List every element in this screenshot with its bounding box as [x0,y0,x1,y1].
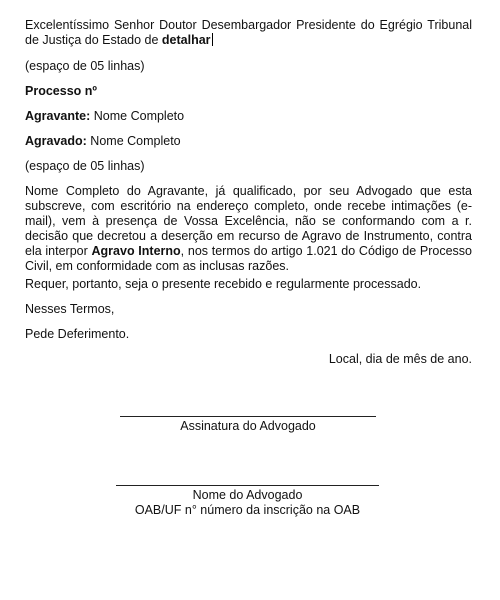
closing-request: Pede Deferimento. [25,327,130,341]
agravado-label: Agravado: [25,134,87,148]
agravado-value: Nome Completo [86,134,181,148]
body-paragraph: Nome Completo do Agravante, já qualificado, por seu Advogado que esta subscreve, com escritório na endereço completo, onde recebe intimações (e-mail), vem à presença de Vossa Excelência, não se conformando com a r. decisão que decretou a deserção em recurso de Agravo de Instrumento, contra ela interpor Agravo Interno, nos termos do artigo 1.021 do Código de Processo Civil, em conformidade com as inclusas razões. [25,184,472,273]
agravante-value: Nome Completo [90,109,185,123]
spacing-note-1: (espaço de 05 linhas) [25,59,145,73]
place-date: Local, dia de mês de ano. [328,352,472,366]
agravante-label: Agravante: [25,109,91,123]
signature-line-2 [116,485,379,486]
request-paragraph: Requer, portanto, seja o presente recebido e regularmente processado. [25,277,422,291]
addressee-text: Excelentíssimo Senhor Doutor Desembargador Presidente do Egrégio Tribunal de Justiça do Estado de [25,18,472,47]
spacing-note-2: (espaço de 05 linhas) [25,159,145,173]
signature-block-2 [116,485,379,518]
closing-terms: Nesses Termos, [25,302,115,316]
process-label: Processo nº [25,84,97,98]
agravante-line [25,109,184,124]
lawyer-name: Nome do Advogado [192,488,303,502]
addressee-state-placeholder: detalhar [161,33,211,47]
addressee-paragraph [25,18,472,48]
lawyer-oab: OAB/UF n° número da inscrição na OAB [134,503,361,517]
signature-line-1 [120,416,376,417]
text-cursor [212,33,213,46]
signature-label: Assinatura do Advogado [180,419,316,433]
agravado-line [25,134,181,149]
signature-block-1 [120,416,376,434]
agravo-interno-term: Agravo Interno [91,244,181,258]
